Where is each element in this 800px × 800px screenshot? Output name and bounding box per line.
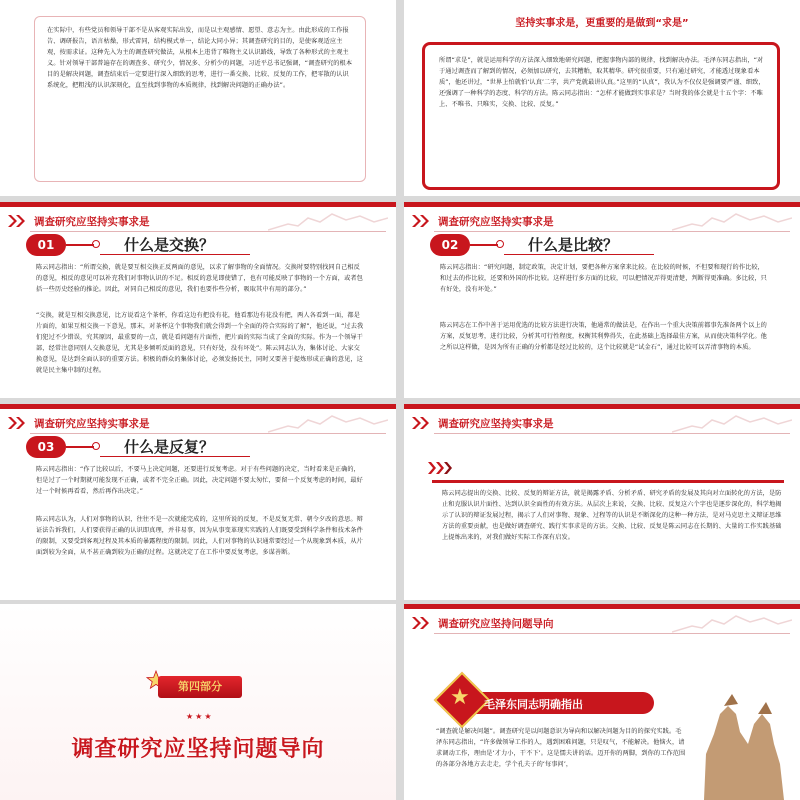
question-title: 什么是比较？ [528, 236, 619, 254]
number-badge: 03 [26, 436, 66, 458]
part-badge: 第四部分 [158, 676, 242, 698]
top-band [404, 202, 800, 207]
header-title: 调查研究应坚持实事求是 [438, 418, 554, 430]
top-band [0, 202, 396, 207]
paragraph-1: 陈云同志指出：“作了比较以后，不要马上决定问题，还要进行反复考虑。对于有些问题的决定，当时看来是正确的，但是过了一个时期就可能发现不正确，或者不完全正确。因此，决定问题不要太匆忙，要留一个反复考虑的时间，最好过一个时候再看看，然后再作出决定。” [36, 466, 363, 495]
slide-header [404, 210, 800, 234]
star-icon: ★ [450, 685, 470, 710]
banner-text: 毛泽东同志明确指出 [484, 698, 583, 711]
question-underline [100, 254, 250, 255]
slide-8[interactable] [404, 604, 800, 800]
slide-6[interactable] [404, 404, 800, 600]
question-title: 什么是反复？ [124, 438, 215, 456]
badge-dot [92, 442, 100, 450]
header-title: 调查研究应坚持问题导向 [438, 618, 554, 630]
paragraph-2: 陈云同志在工作中善于运用优选的比较方法进行决策，他通常的做法是，在作出一个重大决策前都事先准备两个以上的方案，反复思考，进行比较，分析其可行性程度，权衡其利弊得失，在此基础上选择最佳方案，从而使决策科学化。他之所以这样做，是因为所有正确的分析都是经过比较的，这个比较就是“试金石”，通过比较可以弄清事物的本质。 [440, 322, 767, 351]
chevron-double-icon [412, 617, 430, 629]
great-wall-icon [672, 412, 792, 436]
badge-dot [496, 240, 504, 248]
question-title: 什么是交换？ [124, 236, 215, 254]
top-band [0, 404, 396, 409]
great-wall-icon [672, 612, 792, 636]
section-background [0, 604, 396, 800]
chevron-double-icon [412, 417, 430, 429]
slide2-title: 坚持实事求是，更重要的是做到“求是” [515, 18, 689, 29]
decorative-stars: ★★★ [186, 712, 214, 721]
paragraph-2: 陈云同志认为，人们对事物的认识，往往不是一次就能完成的，这里所说的反复，不是反复无常、朝令夕改的意思。辩证法告诉我们，人们要获得正确的认识即真理，并非易事，因为从事变革现实实践的人们既要受到科学条件和技术条件的限制，又要受到客观过程及其本质的暴露程度的限制。因此，人们对事物的认识通常要经过一个从现象到本质，从片面到较为全面，从不甚正确到较为正确的过程。这就决定了在工作中要反复考虑，多谋善断。 [36, 516, 363, 556]
triple-chevron-icon [428, 462, 454, 474]
slide8-text: “调查就是解决问题”。调查研究是以问题意识为导向和以解决问题为目的的探究实践。毛泽东同志指出，“许多做领导工作的人，遇到困难问题，只是叹气，不能解决。他恼火，请求调动工作，理由是‘才力小，干不下’。这是懦夫讲的话。迈开你的两脚，到你的工作范围的各部分各地方去走走，学个孔夫子的‘每事问’， [436, 728, 686, 768]
great-wall-icon [268, 210, 388, 234]
slide-2[interactable] [404, 0, 800, 196]
badge-dot [92, 240, 100, 248]
slide1-text: 在实际中，有些党员和领导干部不是从客观实际出发，而是以主观感情、愿望、意志为主。由此形成的工作报告、调研报告，语言枯燥，形式雷同，结构模式单一，结论大同小异；其调查研究的目的，是使客观适应主观，按需求证。这种先入为主的调查研究做法，从根本上违背了唯物主义认识路线，导致了各种形式的主观主义。针对领导干部普遍存在的调查多、研究少，情况多、分析少的问题，习近平总书记强调，“调查研究的根本目的是解决问题，调查结束后一定要进行深入细致的思考，进行一番交换、比较、反复的工作，把零散的认识系统化，把粗浅的认识深刻化，直至找到事物的本质规律，找到解决问题的正确办法”。 [47, 27, 353, 89]
text-box [34, 16, 366, 182]
number-badge: 02 [430, 234, 470, 256]
paragraph-1: 陈云同志指出：“研究问题，制定政策，决定计划，要把各种方案拿来比较。在比较的时候，不但要和现行的作比较，和过去的作比较，还要和外国的作比较。这样进行多方面的比较，可以把情况弄得更清楚，判断得更准确。多比较，只有好处，没有坏处。” [440, 264, 767, 293]
paragraph-2: “交换，就是互相交换意见，比方说看这个茶杯，你看这边有把没有花，他看那边有花没有把，两人各看到一面，都是片面的，如果互相交换一下意见，那末，对茶杯这个事物我们就会得到一个全面的符合实际的了解”，他还说，“过去我们犯过不少错误，究其原因，最重要的一点，就是看问题有片面性，把片面的实际当成了全面的实际。作为一个领导干部，经常注意同别人交换意见，尤其是多倾听反面的意见，只有好处，没有坏处”。陈云同志认为，集体讨论、大家交换意见，是达到全面认识的重要方法。积极的群众的集体讨论，必须发扬民主，同时又要善于提炼形成正确的意见，这就是民主集中制的过程。 [36, 312, 364, 374]
top-band [404, 604, 800, 609]
chevron-double-icon [8, 215, 26, 227]
section-title: 调查研究应坚持问题导向 [71, 737, 325, 762]
badge-line [66, 446, 94, 448]
great-wall-icon [268, 412, 388, 436]
statue-image [684, 684, 794, 800]
top-band [404, 404, 800, 409]
slide6-text: 陈云同志提出的交换、比较、反复的辩证方法，就是揭露矛盾、分析矛盾、研究矛盾的发展及其向对立面转化的方法，是防止和克服认识片面性、达到认识全面性的有效方法。从层次上来说，交换、比较、反复这六个字也是逐步深化的，科学地揭示了认识的辩证发展过程，揭示了人们对事物、现象、过程等的认识是不断深化的这种一种方法，是对马克思主义辩证思维方法的重要贡献，也是做好调查研究、践行实事求是的方法。交换、比较、反复是陈云同志在长期的、大量的工作实践基础上提炼出来的，对我们做好实际工作深有启发。 [442, 490, 782, 541]
slide-3[interactable] [0, 202, 396, 398]
chevron-double-icon [412, 215, 430, 227]
slide-header [0, 210, 396, 234]
slide-header [0, 412, 396, 436]
header-title: 调查研究应坚持实事求是 [34, 216, 150, 228]
accent-bar [432, 480, 784, 483]
paragraph-1: 陈云同志指出：“所谓交换，就是要互相交换正反两面的意见，以求了解事物的全面情况。交换时要特别找同自己相反的意见，相反的意见可以补充我们对事物认识的不足。相反的意见即使错了，也有可能反映了事物的一个方面，或者包括一些历史经验的推论。因此，对同自己相反的意见，我们也要作些分析，吸取其中有用的部分。” [36, 264, 363, 293]
slide-header [404, 612, 800, 636]
badge-line [66, 244, 94, 246]
quote-card [422, 42, 780, 190]
great-wall-icon [672, 210, 792, 234]
slide-5[interactable] [0, 404, 396, 600]
slide-7[interactable] [0, 604, 396, 800]
chevron-double-icon [8, 417, 26, 429]
slide2-text: 所谓“求是”，就是运用科学的方法深入细致地研究问题，把握事物内部的规律，找到解决办法。毛泽东同志指出，“对于通过调查而了解到的情况，必须加以研究，去其糟粕，取其精华。研究很重要，只有通过研究，才能透过现象看本质”，他还讲过，“世界上怕就怕‘认真’二字，共产党就最讲认真。”这里的“认真”，我认为不仅仅是强调要严谨、细致，还强调了一种科学的态度、科学的方法。陈云同志指出：“怎样才能做到实事求是？当时我的体会就是十五个字：不唯上、不唯书、只唯实，交换、比较、反复。” [439, 57, 765, 108]
badge-line [470, 244, 498, 246]
slide-4[interactable] [404, 202, 800, 398]
slide-1[interactable] [0, 0, 396, 196]
question-underline [504, 254, 654, 255]
question-underline [100, 456, 250, 457]
header-title: 调查研究应坚持实事求是 [438, 216, 554, 228]
number-badge: 01 [26, 234, 66, 256]
slide-header [404, 412, 800, 436]
header-title: 调查研究应坚持实事求是 [34, 418, 150, 430]
